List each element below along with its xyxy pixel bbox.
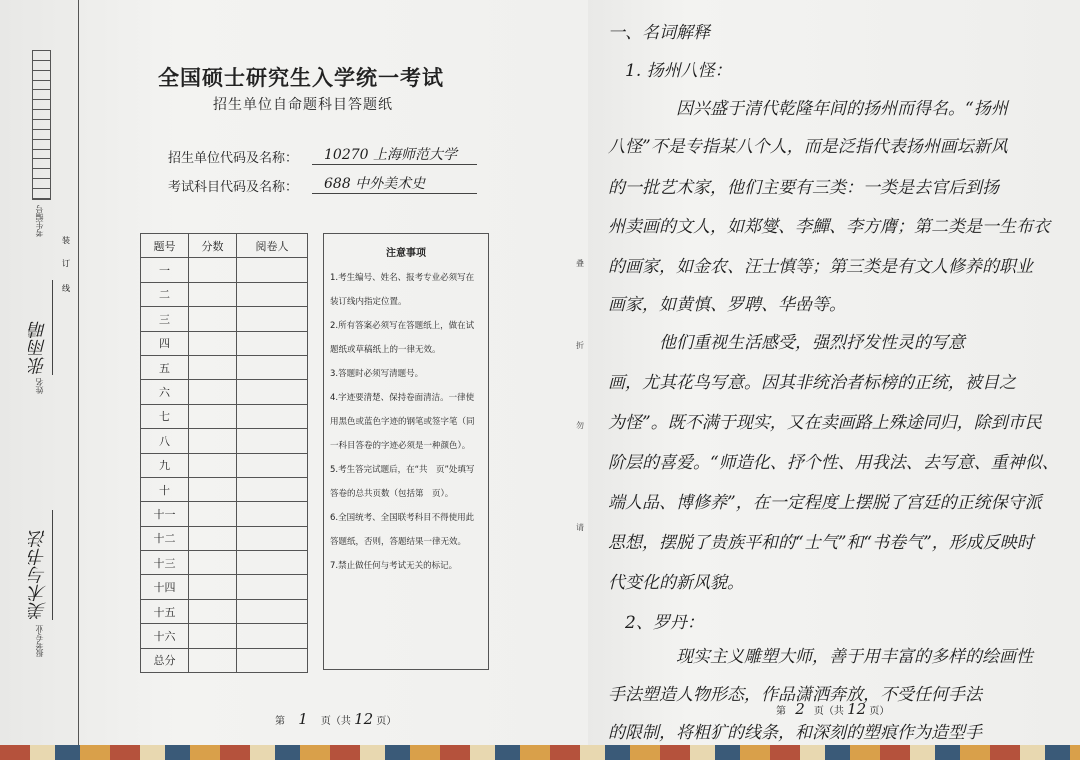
score-cell	[189, 575, 237, 599]
score-cell	[189, 502, 237, 526]
answer-line: 一、名词解释	[608, 23, 710, 43]
notice-item: 7.禁止做任何与考试无关的标记。	[330, 561, 458, 571]
score-row	[141, 282, 308, 306]
score-row	[141, 429, 308, 453]
score-cell	[189, 453, 237, 477]
question-number: 六	[141, 380, 189, 404]
question-number: 八	[141, 429, 189, 453]
question-number: 二	[141, 282, 189, 306]
question-number: 九	[141, 453, 189, 477]
question-number: 十三	[141, 551, 189, 575]
fold-mark: 请	[576, 523, 584, 532]
grader-cell	[237, 331, 308, 355]
question-number: 总分	[141, 648, 189, 672]
table-header-row	[141, 234, 308, 258]
notice-item: 2.所有答案必须写在答题纸上，做在试题纸或草稿纸上的一律无效。	[330, 321, 475, 355]
grader-cell	[237, 307, 308, 331]
total-pages: 12	[354, 710, 374, 728]
score-row	[141, 258, 308, 282]
answer-line: 的限制，将粗犷的线条，和深刻的塑痕作为造型手	[608, 723, 982, 743]
major-value: 美术与书法	[26, 510, 53, 620]
major-label: 报考专业	[35, 625, 44, 657]
answer-line: 画，尤其花鸟写意。因其非统治者标榜的正统，被目之	[608, 373, 1016, 393]
header-grader: 阅卷人	[237, 234, 308, 258]
grader-cell	[237, 526, 308, 550]
score-cell	[189, 526, 237, 550]
header-question: 题号	[141, 234, 189, 258]
score-row	[141, 526, 308, 550]
notice-item: 5.考生答完试题后，在“共 页”处填写答卷的总共页数（包括第 页）。	[330, 465, 475, 499]
answer-line: 1. 扬州八怪：	[608, 61, 732, 81]
binding-line-char: 订	[62, 259, 70, 268]
score-row	[141, 624, 308, 648]
score-cell	[189, 429, 237, 453]
answer-line: 州卖画的文人，如郑燮、李鱓、李方膺；第二类是一生布衣	[608, 217, 1050, 237]
score-cell	[189, 258, 237, 282]
answer-line: 的一批艺术家，他们主要有三类：一类是去官后到扬	[608, 178, 999, 198]
score-row	[141, 551, 308, 575]
total-pages: 12	[847, 700, 867, 718]
answer-line: 端人品、博修养”，在一定程度上摆脱了宫廷的正统保守派	[608, 493, 1042, 513]
question-number: 一	[141, 258, 189, 282]
grader-cell	[237, 258, 308, 282]
answer-line: 因兴盛于清代乾隆年间的扬州而得名。“扬州	[608, 99, 1008, 119]
score-cell	[189, 282, 237, 306]
score-row	[141, 380, 308, 404]
footer-text: 页）	[869, 706, 890, 717]
unit-value: 10270 上海师范大学	[312, 144, 477, 165]
grader-cell	[237, 599, 308, 623]
footer-text: 第	[776, 706, 786, 717]
answer-line: 的画家，如金农、汪士慎等；第三类是有文人修养的职业	[608, 257, 1033, 277]
binding-line-char: 线	[62, 284, 70, 293]
notice-title: 注意事项	[386, 248, 426, 259]
notice-box	[323, 233, 489, 670]
footer-text: 页（共	[320, 716, 351, 727]
grader-cell	[237, 282, 308, 306]
notice-item: 4.字迹要清楚、保持卷面清洁。一律使用黑色或蓝色字迹的钢笔或签字笔（同一科目答卷的字迹必须是一种颜色）。	[330, 393, 475, 451]
score-row	[141, 599, 308, 623]
footer-text: 页（共	[813, 706, 844, 717]
candidate-id-boxes	[32, 50, 51, 200]
score-cell	[189, 307, 237, 331]
carpet-background	[0, 745, 1080, 760]
score-row	[141, 477, 308, 501]
notice-item: 1.考生编号、姓名、报考专业必须写在装订线内指定位置。	[330, 273, 475, 307]
score-row	[141, 575, 308, 599]
question-number: 十六	[141, 624, 189, 648]
question-number: 十四	[141, 575, 189, 599]
candidate-id-label: 考生编号	[35, 205, 44, 237]
score-table	[140, 233, 308, 673]
binding-line	[78, 0, 79, 745]
score-row	[141, 648, 308, 672]
question-number: 五	[141, 355, 189, 379]
score-row	[141, 502, 308, 526]
page-number: 2	[795, 700, 805, 718]
score-cell	[189, 551, 237, 575]
score-row	[141, 331, 308, 355]
answer-line: 他们重视生活感受，强烈抒发性灵的写意	[608, 333, 965, 353]
exam-subtitle: 招生单位自命题科目答题纸	[213, 97, 393, 113]
notice-item: 6.全国统考、全国联考科目不得使用此答题纸，否则，答题结果一律无效。	[330, 513, 475, 547]
fold-mark: 勿	[576, 421, 584, 430]
answer-line: 2、罗丹：	[608, 613, 704, 633]
answer-line: 思想，摆脱了贵族平和的“士气”和“书卷气”，形成反映时	[608, 533, 1034, 553]
subject-label: 考试科目代码及名称：	[168, 180, 299, 195]
grader-cell	[237, 575, 308, 599]
answer-line: 现实主义雕塑大师，善于用丰富的多样的绘画性	[608, 647, 1033, 667]
notice-item: 3.答题时必须写清题号。	[330, 369, 424, 379]
binding-line-char: 装	[62, 236, 70, 245]
question-number: 十一	[141, 502, 189, 526]
name-value: 张雨晴	[26, 280, 53, 375]
question-number: 七	[141, 404, 189, 428]
exam-title: 全国硕士研究生入学统一考试	[158, 66, 444, 90]
grader-cell	[237, 551, 308, 575]
grader-cell	[237, 624, 308, 648]
score-row	[141, 453, 308, 477]
footer-text: 第	[275, 716, 285, 727]
answer-line: 画家，如黄慎、罗聘、华嵒等。	[608, 295, 846, 315]
answer-line: 手法塑造人物形态，作品潇洒奔放，不受任何手法	[608, 685, 982, 705]
score-cell	[189, 599, 237, 623]
score-row	[141, 307, 308, 331]
score-cell	[189, 624, 237, 648]
fold-mark: 叠	[576, 259, 584, 268]
score-cell	[189, 355, 237, 379]
grader-cell	[237, 404, 308, 428]
subject-value: 688 中外美术史	[312, 173, 477, 194]
footer-text: 页）	[376, 716, 397, 727]
question-number: 十二	[141, 526, 189, 550]
score-cell	[189, 648, 237, 672]
answer-line: 代变化的新风貌。	[608, 573, 744, 593]
score-row	[141, 355, 308, 379]
answer-line: 为怪”。既不满于现实，又在卖画路上殊途同归，除到市民	[608, 413, 1042, 433]
grader-cell	[237, 648, 308, 672]
score-cell	[189, 380, 237, 404]
grader-cell	[237, 355, 308, 379]
fold-mark: 折	[576, 341, 584, 350]
score-cell	[189, 404, 237, 428]
page-footer	[275, 710, 396, 728]
question-number: 三	[141, 307, 189, 331]
header-score: 分数	[189, 234, 237, 258]
page-number: 1	[298, 710, 308, 728]
grader-cell	[237, 429, 308, 453]
answer-line: 八怪”不是专指某八个人，而是泛指代表扬州画坛新风	[608, 137, 1008, 157]
grader-cell	[237, 502, 308, 526]
grader-cell	[237, 380, 308, 404]
question-number: 四	[141, 331, 189, 355]
score-row	[141, 404, 308, 428]
score-cell	[189, 331, 237, 355]
unit-label: 招生单位代码及名称：	[168, 151, 299, 166]
grader-cell	[237, 453, 308, 477]
question-number: 十	[141, 477, 189, 501]
answer-line: 阶层的喜爱。“师造化、抒个性、用我法、去写意、重神似、	[608, 453, 1059, 473]
name-label: 姓名	[35, 378, 44, 394]
score-cell	[189, 477, 237, 501]
grader-cell	[237, 477, 308, 501]
question-number: 十五	[141, 599, 189, 623]
